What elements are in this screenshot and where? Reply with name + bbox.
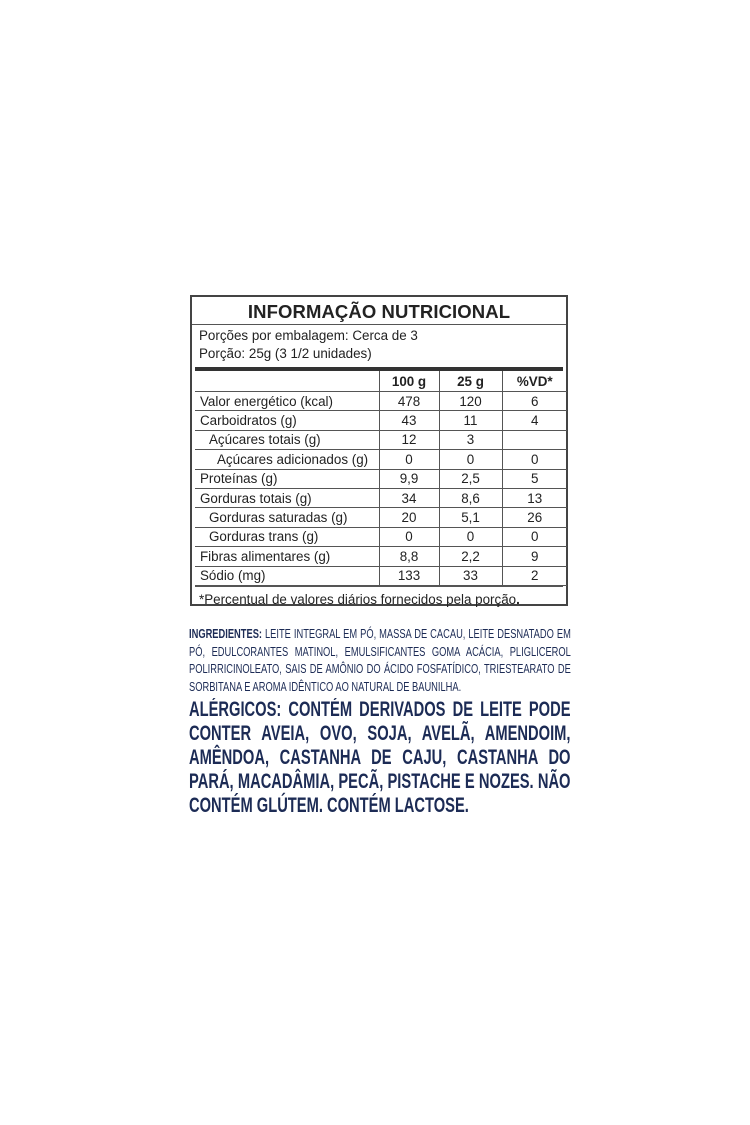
- nutrient-label: Proteínas (g): [195, 469, 379, 488]
- value-100g: 133: [379, 566, 439, 585]
- table-row: [195, 450, 567, 469]
- table-row: [195, 527, 567, 546]
- footnote: [195, 586, 563, 610]
- value-vd: 6: [502, 392, 567, 411]
- value-25g: 2,2: [439, 547, 502, 566]
- table-row: [195, 411, 567, 430]
- footnote-text: *Percentual de valores diários fornecidos pela porção: [199, 591, 517, 607]
- value-25g: 2,5: [439, 469, 502, 488]
- ingredients-text: [189, 626, 571, 696]
- column-header-100g: 100 g: [379, 371, 439, 392]
- value-100g: 9,9: [379, 469, 439, 488]
- table-row: [195, 469, 567, 488]
- serving-size: Porção: 25g (3 1/2 unidades): [199, 346, 372, 361]
- value-25g: 0: [439, 527, 502, 546]
- nutrient-label: Sódio (mg): [195, 566, 379, 585]
- nutrient-label: Gorduras trans (g): [195, 527, 379, 546]
- nutrient-label: Gorduras totais (g): [195, 488, 379, 507]
- nutrition-facts-table: [190, 295, 568, 606]
- value-vd: 26: [502, 508, 567, 527]
- table-row: [195, 508, 567, 527]
- column-header-25g: 25 g: [439, 371, 502, 392]
- nutrient-label: Gorduras saturadas (g): [195, 508, 379, 527]
- allergens-text: ALÉRGICOS: CONTÉM DERIVADOS DE LEITE PODE CONTER AVEIA, OVO, SOJA, AVELÃ, AMENDOIM, AMÊNDOA, CASTANHA DE CAJU, CASTANHA DO PARÁ, MACADÂMIA, PECÃ, PISTACHE E NOZES. NÃO CONTÉM GLÚTEM. CONTÉM LACTOSE.: [189, 698, 571, 817]
- value-25g: 5,1: [439, 508, 502, 527]
- value-vd: 0: [502, 450, 567, 469]
- value-100g: 34: [379, 488, 439, 507]
- value-vd: 2: [502, 566, 567, 585]
- column-header-vd: %VD*: [502, 371, 567, 392]
- footnote-period: .: [516, 591, 520, 607]
- value-100g: 0: [379, 527, 439, 546]
- table-row: [195, 488, 567, 507]
- value-vd: 4: [502, 411, 567, 430]
- nutrient-table: [195, 371, 567, 586]
- value-25g: 0: [439, 450, 502, 469]
- value-100g: 12: [379, 430, 439, 449]
- ingredients-label: INGREDIENTES:: [189, 627, 263, 641]
- table-header-row: [195, 371, 567, 392]
- value-vd: 13: [502, 488, 567, 507]
- value-vd: 0: [502, 527, 567, 546]
- nutrient-label: Carboidratos (g): [195, 411, 379, 430]
- value-25g: 3: [439, 430, 502, 449]
- value-vd: [502, 430, 567, 449]
- value-vd: 9: [502, 547, 567, 566]
- value-25g: 11: [439, 411, 502, 430]
- value-100g: 43: [379, 411, 439, 430]
- nutrient-label: Açúcares totais (g): [195, 430, 379, 449]
- table-row: [195, 430, 567, 449]
- table-row: [195, 547, 567, 566]
- value-25g: 8,6: [439, 488, 502, 507]
- value-25g: 33: [439, 566, 502, 585]
- ingredients-section: [189, 626, 571, 817]
- nutrient-label: Valor energético (kcal): [195, 392, 379, 411]
- value-vd: 5: [502, 469, 567, 488]
- value-100g: 8,8: [379, 547, 439, 566]
- ingredients-list: LEITE INTEGRAL EM PÓ, MASSA DE CACAU, LEITE DESNATADO EM PÓ, EDULCORANTES MATINOL, EMULSIFICANTES GOMA ACÁCIA, PLIGLICEROL POLIRRICINOLEATO, SAIS DE AMÔNIO DO ÁCIDO FOSFATÍDICO, TRIESTEARATO DE SORBITANA E AROMA IDÊNTICO AO NATURAL DE BAUNILHA.: [189, 627, 571, 694]
- nutrition-title: INFORMAÇÃO NUTRICIONAL: [192, 297, 566, 325]
- value-100g: 0: [379, 450, 439, 469]
- value-100g: 20: [379, 508, 439, 527]
- value-25g: 120: [439, 392, 502, 411]
- table-row: [195, 566, 567, 585]
- nutrient-label: Açúcares adicionados (g): [195, 450, 379, 469]
- table-row: [195, 392, 567, 411]
- serving-info: [192, 325, 566, 367]
- servings-per-package: Porções por embalagem: Cerca de 3: [199, 328, 418, 343]
- column-header-nutrient: [195, 371, 379, 392]
- nutrient-label: Fibras alimentares (g): [195, 547, 379, 566]
- value-100g: 478: [379, 392, 439, 411]
